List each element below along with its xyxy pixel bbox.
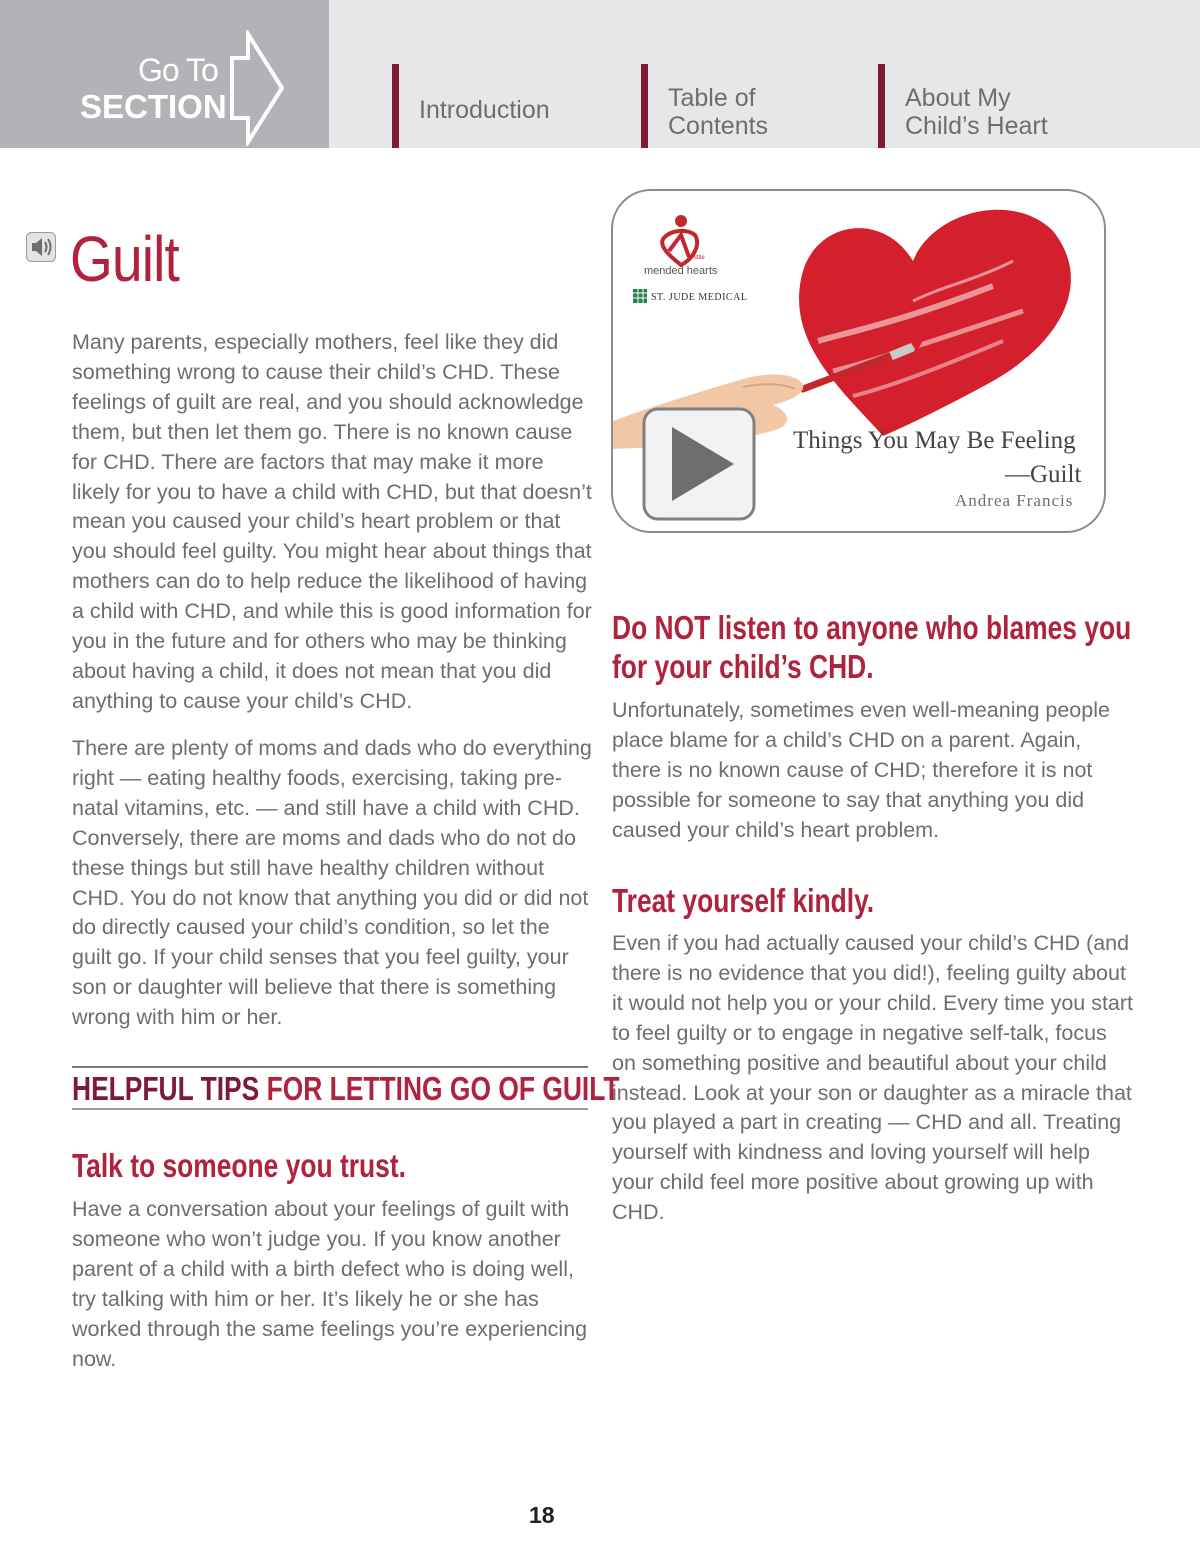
top-navigation-bar <box>0 0 1200 148</box>
section-label: SECTION <box>80 88 227 125</box>
logo-small-word: little <box>694 255 705 261</box>
mended-hearts-logo-text <box>644 265 717 277</box>
tip-talk-body: Have a conversation about your feelings of guilt with someone who won’t judge you. If you know another parent of a child with a birth defect who is doing well, try talking with him or her. It’s likely he or she has worked through the same feelings you’re experiencing now. <box>72 1197 588 1371</box>
tips-heading-part2: FOR LETTING GO OF GUILT <box>266 1070 620 1107</box>
go-to-label: Go To <box>138 52 218 88</box>
tip-kindly-body: Even if you had actually caused your child’s CHD (and there is no evidence that you did!), feeling guilty about it would not help you or your child. Every time you start to feel guilty or to engage in negative self-talk, focus on something positive and beautiful about your child instead. Look at your son or daughter as a miracle that you played a part in creating — CHD and all. Treating yourself with kindness and loving yourself will help your child feel more positive about growing up with CHD. <box>612 931 1134 1225</box>
nav-tab-label-line1: Table of <box>668 84 756 112</box>
page-number: 18 <box>529 1502 555 1528</box>
tip-blame-heading-line2: for your child’s CHD. <box>612 648 874 685</box>
tip-blame-body: Unfortunately, sometimes even well-meaning people place blame for a child’s CHD on a parent. Again, there is no known cause of CHD; therefore it is not possible for someone to say that anything you did caused your child’s heart problem. <box>612 698 1110 842</box>
intro-paragraph: Many parents, especially mothers, feel like they did something wrong to cause their child’s CHD. These feelings of guilt are real, and you should acknowledge them, but then let them go. There is no known cause for CHD. There are factors that may make it more likely for you to have a child with CHD, but that doesn’t mean you caused your child’s heart problem or that you should feel guilty. You might hear about things that mothers can do to help reduce the likelihood of having a child with CHD, and while this is good information for you in the future and for others who may be thinking about having a child, it does not mean that you did anything to cause your child’s CHD. <box>72 330 592 713</box>
video-subtitle: —Guilt <box>1005 461 1082 488</box>
second-paragraph: There are plenty of moms and dads who do everything right — eating healthy foods, exercising, taking pre-natal vitamins, etc. — and still have a child with CHD. Conversely, there are moms and dads who do not do these things but still have healthy children without CHD. You do not know that anything you did or did not do directly caused your child’s condition, so let the guilt go. If your child senses that you feel guilty, your son or daughter will believe that there is something wrong with him or her. <box>72 736 592 1030</box>
nav-tab-label-line2: Child’s Heart <box>905 112 1048 140</box>
sponsor-logo-text: ST. JUDE MEDICAL <box>651 292 748 303</box>
page-title: Guilt <box>70 223 179 295</box>
go-to-section-button[interactable] <box>0 0 329 148</box>
tips-heading-part1: HELPFUL TIPS <box>72 1070 260 1107</box>
video-title: Things You May Be Feeling <box>793 427 1076 454</box>
nav-tab-table-of-contents[interactable] <box>641 64 861 148</box>
tip-blame-heading-line1: Do NOT listen to anyone who blames you <box>612 609 1132 646</box>
tip-kindly-heading: Treat yourself kindly. <box>612 882 875 919</box>
nav-tab-label-line2: Contents <box>668 112 769 140</box>
speaker-audio-icon[interactable] <box>26 232 56 262</box>
helpful-tips-heading <box>72 1066 620 1110</box>
logo-name: mended hearts <box>644 265 718 277</box>
play-button-icon[interactable] <box>642 407 756 521</box>
video-author: Andrea Francis <box>955 491 1074 510</box>
arrow-right-icon <box>226 30 286 146</box>
nav-tab-label-line1: About My <box>905 84 1011 112</box>
nav-tab-introduction[interactable] <box>392 64 622 148</box>
nav-tab-about-my-childs-heart[interactable] <box>878 64 1118 148</box>
nav-tab-label: Introduction <box>419 96 550 124</box>
tip-talk-heading: Talk to someone you trust. <box>72 1147 406 1184</box>
